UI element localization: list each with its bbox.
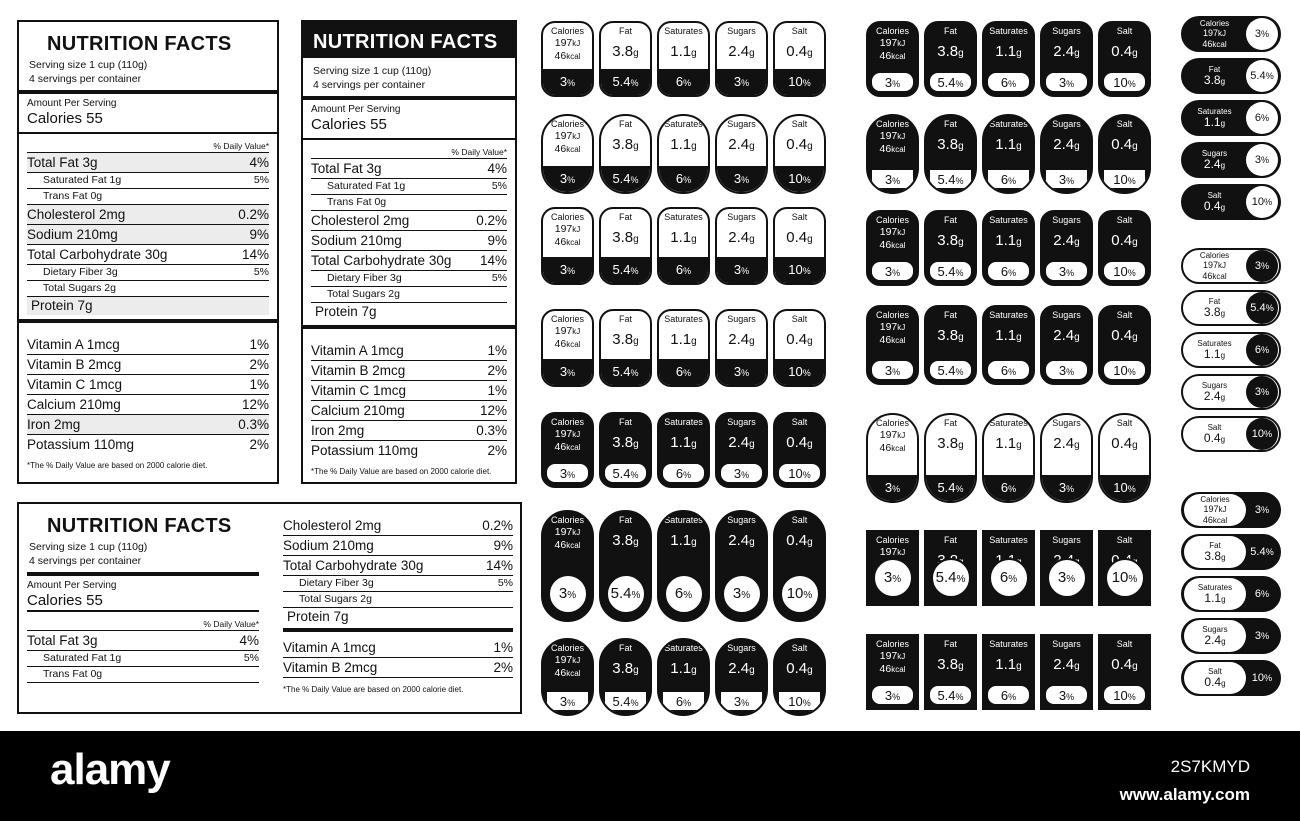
percent-circle: 3% [1047, 558, 1087, 598]
badge-saturates: Saturates 1.1g 6% [657, 21, 710, 97]
percent-band: 10% [1100, 475, 1149, 501]
pill-calories: Calories 197kJ 46kcal 3% [1181, 16, 1281, 52]
percent-band: 3% [717, 359, 766, 385]
row-total-sugars: Total Sugars 2g [283, 591, 513, 607]
amount-per-serving: Amount Per Serving [27, 580, 117, 591]
row-protein: Protein 7g [27, 296, 269, 315]
badge-calories: Calories 197kJ 46kcal 3% [541, 21, 594, 97]
amount-per-serving: Amount Per Serving [27, 98, 117, 109]
footnote: *The % Daily Value are based on 2000 calorie diet. [311, 467, 492, 476]
badge-salt: Salt 0.4g 10% [773, 21, 826, 97]
percent-band: 3% [1044, 684, 1089, 706]
badge-saturates: Saturates 1.1g 6% [657, 207, 710, 285]
percent-band: 5.4% [928, 71, 973, 93]
pill-calories: Calories 197kJ 46kcal 3% [1181, 492, 1281, 528]
percent-band: 3% [719, 690, 764, 712]
row-total-carb: Total Carbohydrate 30g 14% [311, 250, 507, 270]
badge-saturates: Saturates 1.1g 6% [657, 638, 710, 716]
badge-sugars: Sugars 2.4g 3% [715, 309, 768, 387]
daily-value-header: % Daily Value* [203, 619, 259, 629]
row-vitamin-a: Vitamin A 1mcg 1% [283, 640, 513, 655]
nutrition-label-3 [17, 502, 522, 714]
percent-band: 3% [868, 475, 917, 501]
badge-fat: Fat 3.8g 5.4% [924, 21, 977, 97]
badge-sugars: Sugars 2.4g 3% [715, 207, 768, 285]
label-title: NUTRITION FACTS [47, 33, 232, 55]
percent-band: 3% [1044, 260, 1089, 282]
badge-salt: Salt 0.4g 10% [1098, 305, 1151, 385]
badge-fat: Fat 3.8g 5.4% [599, 412, 652, 488]
badge-sugars: Sugars 2.4g 3% [1040, 21, 1093, 97]
divider [27, 572, 259, 576]
badge-fat: Fat 3.8g 5.4% [924, 413, 977, 503]
percent-circle: 10% [1246, 662, 1278, 694]
serving-size: Serving size 1 cup (110g) [313, 65, 432, 77]
percent-band: 6% [986, 260, 1031, 282]
badge-salt: Salt 0.4g 10% [773, 309, 826, 387]
percent-band: 5.4% [928, 684, 973, 706]
percent-band: 5.4% [603, 462, 648, 484]
calories: Calories 55 [27, 592, 103, 609]
percent-circle: 6% [1246, 578, 1278, 610]
nutrition-label-1 [17, 20, 279, 484]
divider [19, 319, 277, 323]
percent-band: 3% [719, 462, 764, 484]
serving-size: Serving size 1 cup (110g) [29, 541, 148, 553]
badge-fat: Fat 3.8g 5.4% [924, 305, 977, 385]
percent-circle: 6% [664, 574, 704, 614]
percent-circle: 10% [1246, 418, 1278, 450]
row-sodium: Sodium 210mg 9% [311, 230, 507, 250]
percent-band: 10% [1102, 359, 1147, 381]
row-potassium: Potassium 110mg 2% [27, 434, 269, 454]
row-calcium: Calcium 210mg 12% [311, 400, 507, 420]
percent-band: 3% [545, 690, 590, 712]
percent-band: 3% [543, 359, 592, 385]
pill-salt: Salt 0.4g 10% [1181, 416, 1281, 452]
row-saturated-fat: Saturated Fat 1g 5% [27, 650, 259, 666]
pill-fat: Fat 3.8g 5.4% [1181, 534, 1281, 570]
percent-band: 3% [545, 462, 590, 484]
badge-calories: Calories 197kJ 46kcal 3% [866, 210, 919, 286]
badge-saturates: Saturates 1.1g 6% [982, 634, 1035, 710]
row-dietary-fiber: Dietary Fiber 3g 5% [27, 264, 269, 280]
badge-fat: Fat 3.8g 5.4% [924, 114, 977, 194]
image-info [1120, 753, 1250, 809]
row-trans-fat: Trans Fat 0g [311, 194, 507, 210]
pill-saturates: Saturates 1.1g 6% [1181, 332, 1281, 368]
badge-fat: Fat 3.8g 5.4% [599, 638, 652, 716]
percent-circle: 6% [1246, 334, 1278, 366]
badge-saturates: Saturates 6% [982, 530, 1035, 606]
row-trans-fat: Trans Fat 0g [27, 188, 269, 204]
badge-fat: Fat 3.8g 5.4% [924, 210, 977, 286]
percent-band: 3% [543, 69, 592, 95]
row-total-fat: Total Fat 3g 4% [27, 630, 259, 650]
row-vitamin-c: Vitamin C 1mcg 1% [311, 380, 507, 400]
badge-sugars: Sugars 2.4g 3% [715, 510, 768, 622]
pill-fat: Fat 3.8g 5.4% [1181, 58, 1281, 94]
badge-calories: Calories 197kJ 46kcal 3% [541, 207, 594, 285]
percent-band: 10% [1102, 684, 1147, 706]
badge-salt: Salt 0.4g 10% [1098, 210, 1151, 286]
badge-salt: Salt 0.4g 10% [773, 412, 826, 488]
row-protein: Protein 7g [311, 302, 507, 321]
divider [19, 90, 277, 94]
percent-circle: 5.4% [931, 558, 971, 598]
pill-sugars: Sugars 2.4g 3% [1181, 618, 1281, 654]
nutrition-label-2 [301, 20, 517, 484]
row-iron: Iron 2mg 0.3% [27, 414, 269, 434]
label-title: NUTRITION FACTS [47, 515, 232, 537]
percent-circle: 3% [1246, 250, 1278, 282]
percent-band: 6% [659, 257, 708, 283]
divider [303, 325, 515, 329]
row-dietary-fiber: Dietary Fiber 3g 5% [283, 575, 513, 591]
percent-band: 6% [659, 359, 708, 385]
row-sodium: Sodium 210mg 9% [283, 535, 513, 555]
percent-band: 6% [986, 168, 1031, 190]
badge-fat: Fat 3.8g 5.4% [599, 207, 652, 285]
row-iron: Iron 2mg 0.3% [311, 420, 507, 440]
badge-saturates: Saturates 1.1g 6% [982, 305, 1035, 385]
pill-salt: Salt 0.4g 10% [1181, 660, 1281, 696]
badge-calories: Calories 197kJ 46kcal 3% [866, 413, 919, 503]
badge-saturates: Saturates 1.1g 6% [982, 210, 1035, 286]
badge-calories: Calories 197kJ 46kcal 3% [541, 638, 594, 716]
percent-band: 3% [1044, 168, 1089, 190]
badge-salt: Salt 0.4g 10% [773, 638, 826, 716]
percent-band: 3% [870, 168, 915, 190]
percent-band: 5.4% [603, 690, 648, 712]
percent-circle: 5.4% [1246, 60, 1278, 92]
row-potassium: Potassium 110mg 2% [311, 440, 507, 460]
row-cholesterol: Cholesterol 2mg 0.2% [311, 210, 507, 230]
footer-bar [0, 731, 1300, 821]
percent-band: 3% [543, 257, 592, 283]
badge-calories: Calories 197kJ 46kcal 3% [866, 114, 919, 194]
calories: Calories 55 [27, 110, 103, 127]
pill-salt: Salt 0.4g 10% [1181, 184, 1281, 220]
serving-size: Serving size 1 cup (110g) [29, 59, 148, 71]
pill-saturates: Saturates 1.1g 6% [1181, 576, 1281, 612]
row-total-sugars: Total Sugars 2g [27, 280, 269, 296]
row-total-sugars: Total Sugars 2g [311, 286, 507, 302]
divider [303, 138, 515, 140]
badge-fat: Fat 3.8g 5.4% [599, 510, 652, 622]
badge-salt: Salt 0.4g 10% [773, 510, 826, 622]
percent-circle: 3% [873, 558, 913, 598]
percent-band: 6% [661, 690, 706, 712]
website: www.alamy.com [1119, 785, 1250, 804]
percent-circle: 3% [548, 574, 588, 614]
pill-sugars: Sugars 2.4g 3% [1181, 142, 1281, 178]
row-vitamin-c: Vitamin C 1mcg 1% [27, 374, 269, 394]
percent-band: 10% [775, 359, 824, 385]
percent-circle: 10% [1246, 186, 1278, 218]
servings: 4 servings per container [29, 555, 142, 567]
percent-band: 3% [870, 71, 915, 93]
percent-band: 5.4% [928, 168, 973, 190]
row-calcium: Calcium 210mg 12% [27, 394, 269, 414]
row-trans-fat: Trans Fat 0g [27, 666, 259, 683]
badge-calories: Calories 197kJ 46kcal 3% [541, 510, 594, 622]
row-dietary-fiber: Dietary Fiber 3g 5% [311, 270, 507, 286]
badge-sugars: Sugars 2.4g 3% [1040, 305, 1093, 385]
badge-calories: Calories 197kJ 46kcal 3% [541, 114, 594, 194]
badge-salt: Salt 0.4g 10% [1098, 413, 1151, 503]
percent-circle: 5.4% [1246, 292, 1278, 324]
percent-band: 6% [661, 462, 706, 484]
amount-per-serving: Amount Per Serving [311, 104, 401, 115]
percent-band: 10% [777, 462, 822, 484]
divider [303, 96, 515, 100]
badge-salt: Salt 0.4g 10% [1098, 634, 1151, 710]
pill-calories: Calories 197kJ 46kcal 3% [1181, 248, 1281, 284]
percent-band: 6% [986, 684, 1031, 706]
row-vitamin-b: Vitamin B 2mcg 2% [283, 657, 513, 678]
percent-band: 6% [659, 166, 708, 192]
badge-salt: Salt 0.4g 10% [1098, 21, 1151, 97]
percent-band: 5.4% [928, 359, 973, 381]
badge-calories: Calories 197kJ 46kcal 3% [866, 21, 919, 97]
badge-saturates: Saturates 1.1g 6% [982, 413, 1035, 503]
row-vitamin-b: Vitamin B 2mcg 2% [27, 354, 269, 374]
percent-band: 5.4% [601, 257, 650, 283]
row-total-fat: Total Fat 3g 4% [311, 158, 507, 178]
badge-salt: Salt 0.4g 10% [1098, 114, 1151, 194]
badge-fat: Fat 3.8g 5.4% [924, 634, 977, 710]
badge-sugars: Sugars 2.4g 3% [1040, 634, 1093, 710]
badge-salt: Salt 0.4g 10% [773, 114, 826, 194]
percent-band: 3% [543, 166, 592, 192]
badge-fat: Fat 3.8g 5.4% [599, 21, 652, 97]
percent-band: 5.4% [601, 166, 650, 192]
pill-saturates: Saturates 1.1g 6% [1181, 100, 1281, 136]
percent-circle: 10% [1105, 558, 1145, 598]
badge-sugars: Sugars 2.4g 3% [715, 638, 768, 716]
percent-band: 5.4% [601, 359, 650, 385]
badge-saturates: Saturates 1.1g 6% [657, 510, 710, 622]
badge-fat: Fat 3.8g 5.4% [599, 114, 652, 194]
row-saturated-fat: Saturated Fat 1g 5% [311, 178, 507, 194]
badge-calories: Calories 197kJ 46kcal 3% [866, 634, 919, 710]
badge-saturates: Saturates 1.1g 6% [982, 21, 1035, 97]
row-total-carb: Total Carbohydrate 30g 14% [27, 244, 269, 264]
percent-band: 6% [986, 359, 1031, 381]
divider [27, 610, 259, 612]
row-total-carb: Total Carbohydrate 30g 14% [283, 555, 513, 575]
percent-band: 5.4% [601, 69, 650, 95]
badge-fat: Fat 5.4% [924, 530, 977, 606]
row-vitamin-a: Vitamin A 1mcg 1% [27, 337, 269, 352]
badge-saturates: Saturates 1.1g 6% [657, 412, 710, 488]
footnote: *The % Daily Value are based on 2000 calorie diet. [283, 685, 464, 694]
daily-value-header: % Daily Value* [451, 147, 507, 157]
row-cholesterol: Cholesterol 2mg 0.2% [283, 518, 513, 533]
percent-circle: 5.4% [1246, 536, 1278, 568]
pill-sugars: Sugars 2.4g 3% [1181, 374, 1281, 410]
percent-band: 3% [870, 260, 915, 282]
badge-sugars: Sugars 2.4g 3% [715, 412, 768, 488]
badge-fat: Fat 3.8g 5.4% [599, 309, 652, 387]
row-protein: Protein 7g [283, 607, 513, 626]
percent-circle: 10% [780, 574, 820, 614]
percent-band: 3% [1042, 475, 1091, 501]
row-saturated-fat: Saturated Fat 1g 5% [27, 172, 269, 188]
badge-sugars: Sugars 3% [1040, 530, 1093, 606]
percent-circle: 3% [1246, 144, 1278, 176]
percent-band: 3% [1044, 359, 1089, 381]
percent-band: 3% [717, 257, 766, 283]
percent-band: 3% [870, 684, 915, 706]
percent-circle: 3% [722, 574, 762, 614]
percent-circle: 6% [1246, 102, 1278, 134]
badge-sugars: Sugars 2.4g 3% [715, 21, 768, 97]
row-sodium: Sodium 210mg 9% [27, 224, 269, 244]
percent-band: 5.4% [928, 260, 973, 282]
image-id: 2S7KMYD [1170, 757, 1250, 776]
badge-sugars: Sugars 2.4g 3% [1040, 413, 1093, 503]
percent-band: 10% [775, 166, 824, 192]
percent-band: 6% [984, 475, 1033, 501]
label-title: NUTRITION FACTS [303, 22, 515, 58]
percent-circle: 3% [1246, 620, 1278, 652]
row-cholesterol: Cholesterol 2mg 0.2% [27, 204, 269, 224]
percent-band: 10% [1102, 71, 1147, 93]
percent-band: 3% [1044, 71, 1089, 93]
calories: Calories 55 [311, 116, 387, 133]
percent-band: 10% [775, 69, 824, 95]
badge-saturates: Saturates 1.1g 6% [657, 309, 710, 387]
percent-band: 3% [717, 69, 766, 95]
percent-band: 10% [777, 690, 822, 712]
percent-band: 10% [1102, 260, 1147, 282]
badge-calories: Calories 197kJ 46kcal 3% [541, 412, 594, 488]
row-vitamin-a: Vitamin A 1mcg 1% [311, 343, 507, 358]
badge-calories: Calories 197kJ 46kcal 3% [866, 305, 919, 385]
badge-sugars: Sugars 2.4g 3% [1040, 210, 1093, 286]
percent-band: 3% [717, 166, 766, 192]
daily-value-header: % Daily Value* [213, 141, 269, 151]
servings: 4 servings per container [29, 73, 142, 85]
servings: 4 servings per container [313, 79, 426, 91]
percent-circle: 3% [1246, 376, 1278, 408]
badge-saturates: Saturates 1.1g 6% [657, 114, 710, 194]
divider [283, 628, 513, 632]
percent-circle: 3% [1246, 18, 1278, 50]
percent-band: 3% [870, 359, 915, 381]
percent-band: 6% [659, 69, 708, 95]
badge-calories: Calories 197kJ 46kcal 3% [541, 309, 594, 387]
badge-sugars: Sugars 2.4g 3% [715, 114, 768, 194]
divider [19, 132, 277, 134]
footnote: *The % Daily Value are based on 2000 calorie diet. [27, 461, 208, 470]
pill-fat: Fat 3.8g 5.4% [1181, 290, 1281, 326]
percent-circle: 6% [989, 558, 1029, 598]
badge-salt: Salt 10% [1098, 530, 1151, 606]
row-vitamin-b: Vitamin B 2mcg 2% [311, 360, 507, 380]
alamy-logo: alamy [50, 745, 170, 794]
percent-circle: 5.4% [606, 574, 646, 614]
badge-calories: Calories 197kJ 3% [866, 530, 919, 606]
badge-sugars: Sugars 2.4g 3% [1040, 114, 1093, 194]
badge-salt: Salt 0.4g 10% [773, 207, 826, 285]
percent-band: 6% [986, 71, 1031, 93]
percent-circle: 3% [1246, 494, 1278, 526]
percent-band: 10% [775, 257, 824, 283]
badge-saturates: Saturates 1.1g 6% [982, 114, 1035, 194]
row-total-fat: Total Fat 3g 4% [27, 152, 269, 172]
percent-band: 5.4% [926, 475, 975, 501]
percent-band: 10% [1102, 168, 1147, 190]
